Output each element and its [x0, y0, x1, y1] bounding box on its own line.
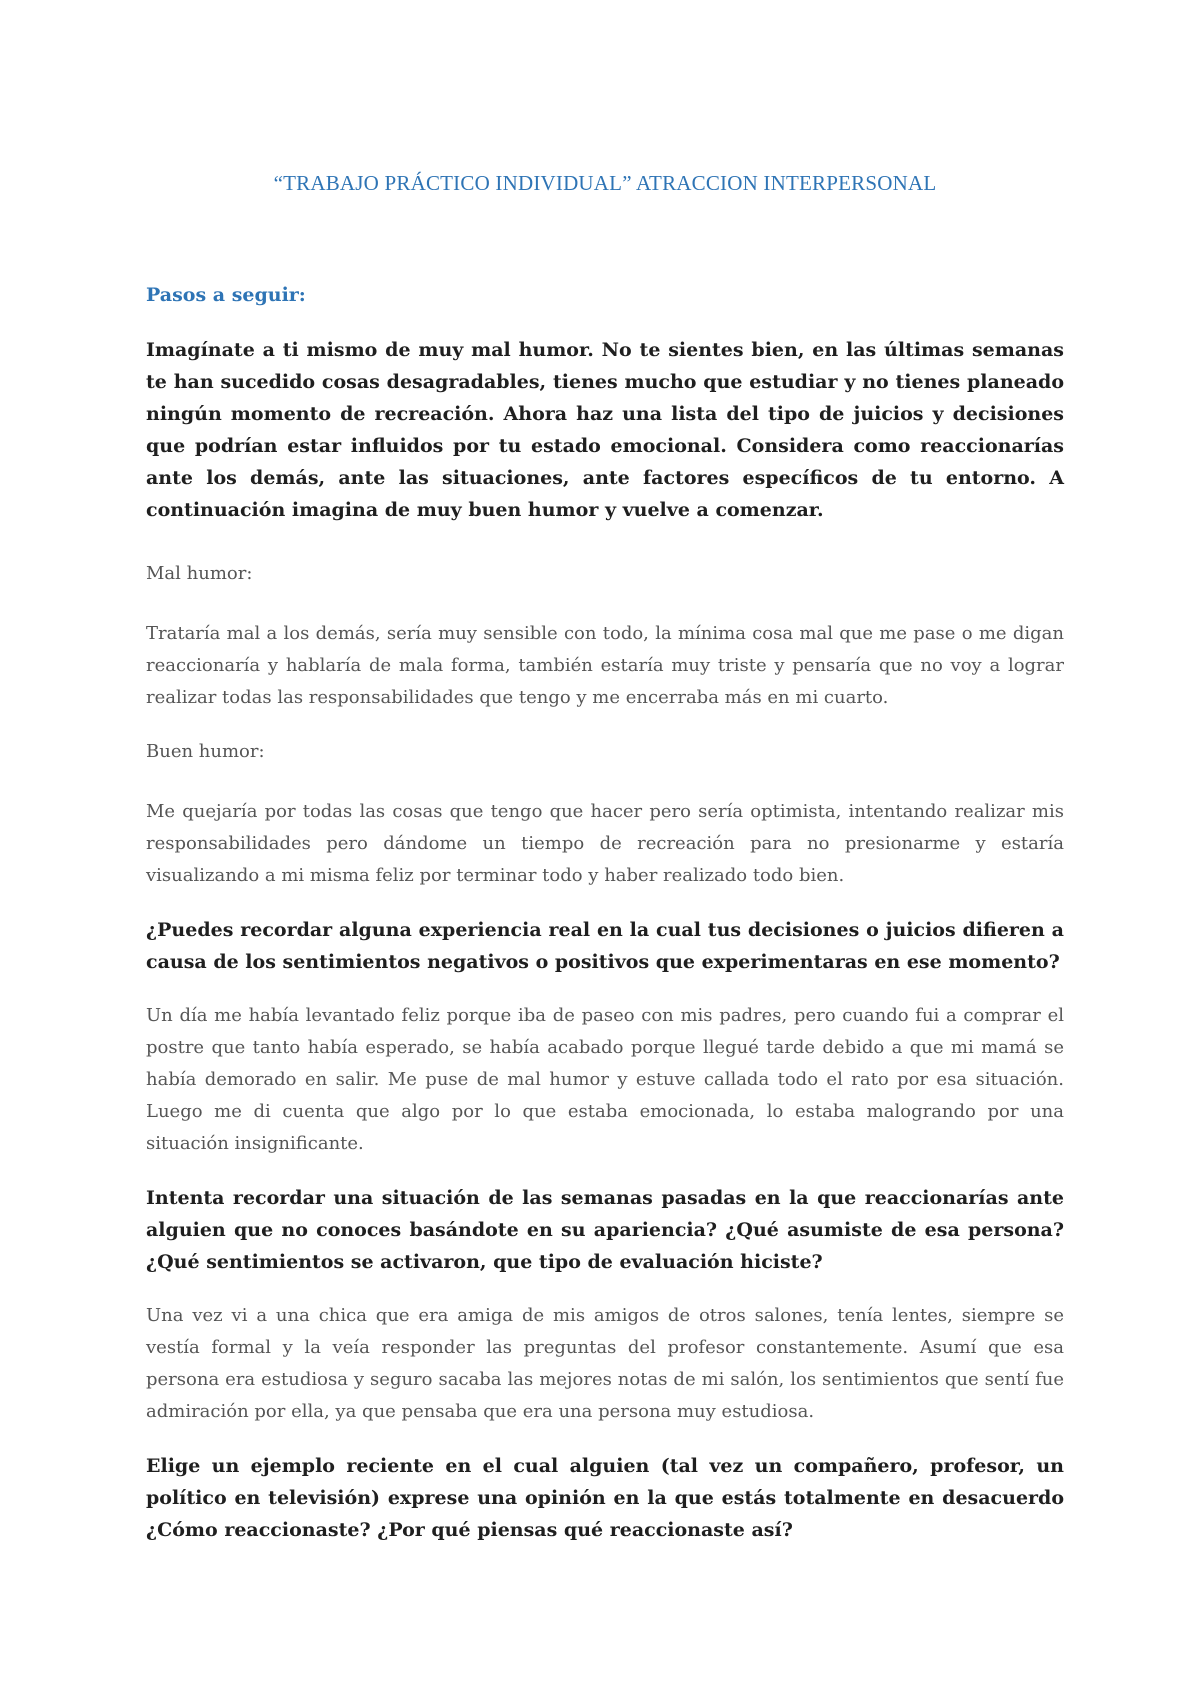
steps-heading: Pasos a seguir:: [146, 284, 306, 306]
bad-mood-answer: Trataría mal a los demás, sería muy sensible con todo, la mínima cosa mal que me pase o me digan reaccionaría y hablaría de mala forma, también estaría muy triste y pensaría que no voy a lograr realizar todas las responsabilidades que tengo y me encerraba más en mi cuarto.: [146, 623, 1064, 708]
bad-mood-label: Mal humor:: [146, 563, 253, 584]
document-body: [146, 168, 1064, 1568]
question-3: Elige un ejemplo reciente en el cual alguien (tal vez un compañero, profesor, un político en televisión) exprese una opinión en la que estás totalmente en desacuerdo ¿Cómo reaccionaste? ¿Por qué piensas qué reaccionaste así?: [146, 1455, 1064, 1541]
question-1: ¿Puedes recordar alguna experiencia real en la cual tus decisiones o juicios difieren a causa de los sentimientos negativos o positivos que experimentaras en ese momento?: [146, 919, 1064, 973]
good-mood-label: Buen humor:: [146, 741, 265, 762]
instructions-paragraph: Imagínate a ti mismo de muy mal humor. No te sientes bien, en las últimas semanas te han sucedido cosas desagradables, tienes mucho que estudiar y no tienes planeado ningún momento de recreación. Ahora haz una lista del tipo de juicios y decisiones que podrían estar influidos por tu estado emocional. Considera como reaccionarías ante los demás, ante las situaciones, ante factores específicos de tu entorno. A continuación imagina de muy buen humor y vuelve a comenzar.: [146, 339, 1064, 521]
answer-1: Un día me había levantado feliz porque iba de paseo con mis padres, pero cuando fui a comprar el postre que tanto había esperado, se había acabado porque llegué tarde debido a que mi mamá se había demorado en salir. Me puse de mal humor y estuve callada todo el rato por esa situación. Luego me di cuenta que algo por lo que estaba emocionada, lo estaba malogrando por una situación insignificante.: [146, 1005, 1064, 1154]
document-title: “TRABAJO PRÁCTICO INDIVIDUAL” ATRACCION INTERPERSONAL: [273, 171, 937, 195]
good-mood-answer: Me quejaría por todas las cosas que tengo que hacer pero sería optimista, intentando realizar mis responsabilidades pero dándome un tiempo de recreación para no presionarme y estaría visualizando a mi misma feliz por terminar todo y haber realizado todo bien.: [146, 801, 1064, 886]
answer-2: Una vez vi a una chica que era amiga de mis amigos de otros salones, tenía lentes, siempre se vestía formal y la veía responder las preguntas del profesor constantemente. Asumí que esa persona era estudiosa y seguro sacaba las mejores notas de mi salón, los sentimientos que sentí fue admiración por ella, ya que pensaba que era una persona muy estudiosa.: [146, 1305, 1064, 1422]
question-2: Intenta recordar una situación de las semanas pasadas en la que reaccionarías ante alguien que no conoces basándote en su apariencia? ¿Qué asumiste de esa persona? ¿Qué sentimientos se activaron, que tipo de evaluación hiciste?: [146, 1187, 1064, 1273]
